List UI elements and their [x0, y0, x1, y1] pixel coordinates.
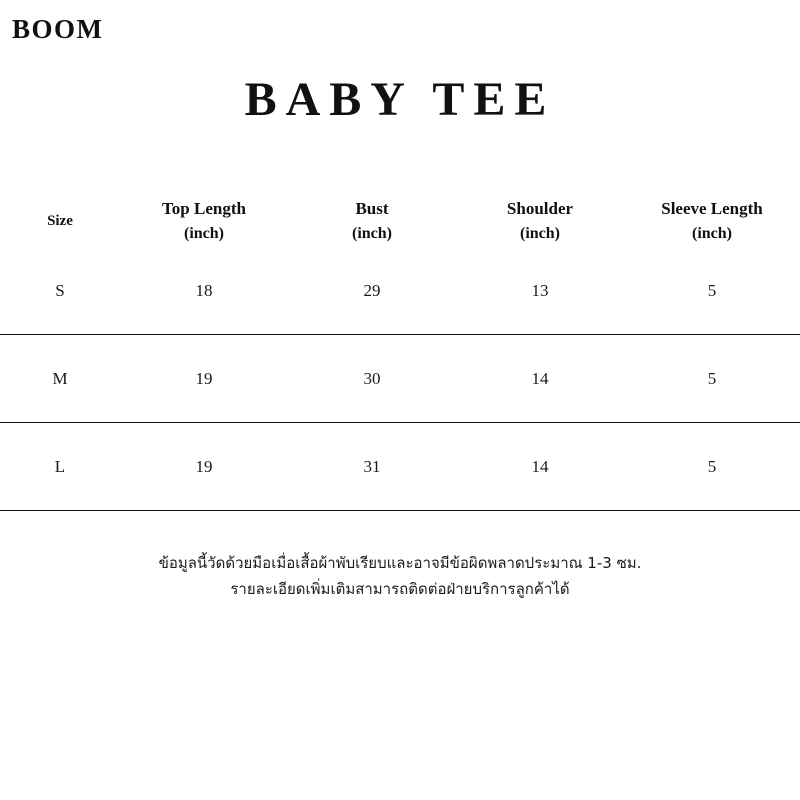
column-header-bust: [288, 196, 456, 247]
table-header-row: [0, 196, 800, 247]
column-header-sleeve-length-label: Sleeve Length: [661, 199, 763, 218]
cell-top-length: 19: [120, 423, 288, 511]
cell-shoulder: 14: [456, 423, 624, 511]
cell-sleeve-length: 5: [707, 280, 717, 300]
cell-bust: 29: [363, 280, 381, 300]
measurement-note-line-1: ข้อมูลนี้วัดด้วยมือเมื่อเสื้อผ้าพับเรียบและอาจมีข้อผิดพลาดประมาณ 1-3 ซม.: [158, 554, 642, 572]
measurement-note-line-2: รายละเอียดเพิ่มเติมสามารถติดต่อฝ่ายบริการลูกค้าได้: [230, 580, 570, 599]
cell-top-length: 18: [195, 280, 213, 300]
cell-size: L: [0, 423, 120, 511]
cell-bust: 31: [288, 423, 456, 511]
column-header-sleeve-length-unit: (inch): [692, 225, 732, 243]
column-header-shoulder: [456, 196, 624, 247]
column-header-top-length-label: Top Length: [162, 199, 246, 218]
cell-shoulder: 13: [531, 280, 549, 300]
column-header-top-length: [120, 196, 288, 247]
column-header-bust-unit: (inch): [352, 225, 392, 243]
size-table: [0, 196, 800, 511]
cell-sleeve-length: 5: [707, 368, 717, 388]
cell-size: M: [52, 368, 68, 388]
cell-size: S: [55, 280, 65, 300]
measurement-notes: [0, 550, 800, 603]
page-title: BABY TEE: [244, 73, 556, 126]
cell-sleeve-length: 5: [624, 423, 800, 511]
column-header-size-label: Size: [47, 212, 73, 229]
size-table-container: [0, 196, 800, 511]
table-header: [0, 196, 800, 247]
table-row: [0, 247, 800, 335]
table-row: [0, 423, 800, 511]
column-header-shoulder-unit: (inch): [520, 225, 560, 243]
column-header-bust-label: Bust: [355, 199, 389, 218]
cell-top-length: 19: [195, 368, 213, 388]
column-header-top-length-unit: (inch): [184, 225, 224, 243]
table-body: [0, 247, 800, 511]
column-header-shoulder-label: Shoulder: [506, 199, 574, 218]
column-header-sleeve-length: [624, 196, 800, 247]
cell-shoulder: 14: [531, 368, 549, 388]
table-row: [0, 335, 800, 423]
brand-logo: BOOM: [12, 14, 104, 44]
cell-bust: 30: [363, 368, 381, 388]
column-header-size: [0, 196, 120, 247]
